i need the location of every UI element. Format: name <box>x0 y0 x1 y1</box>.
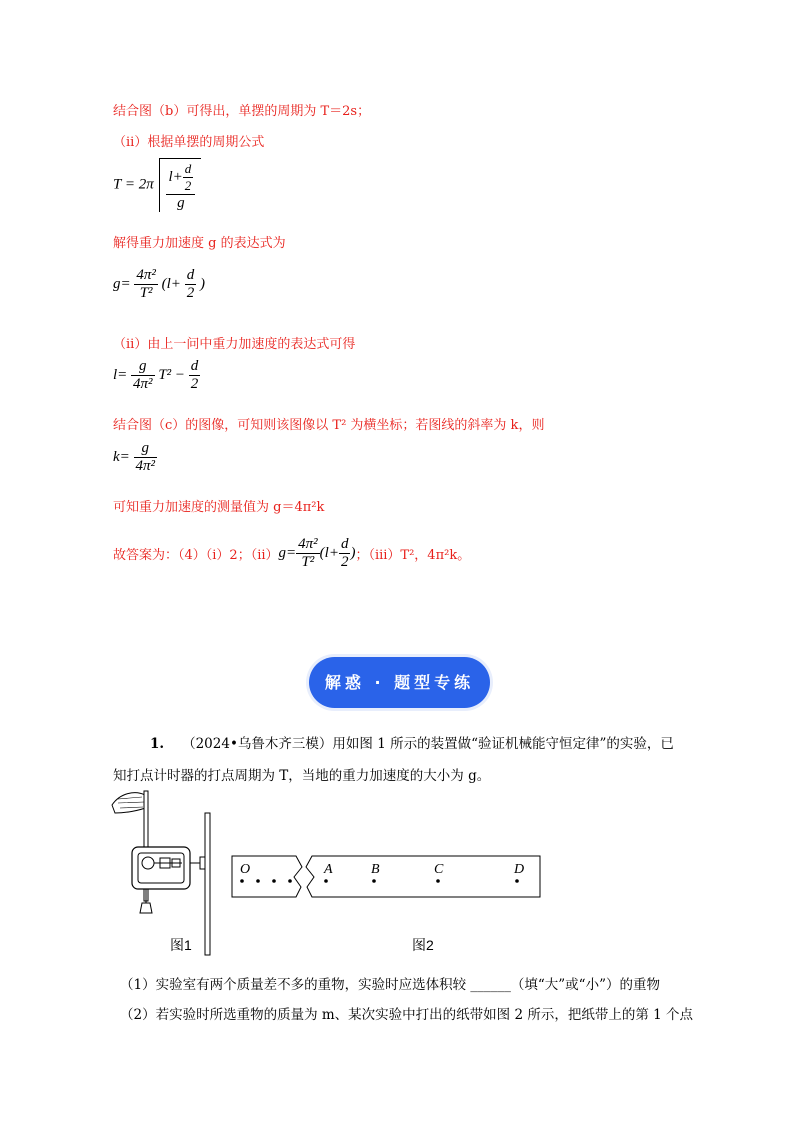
solution-line-2: （ii）根据单摆的周期公式 <box>113 135 265 150</box>
formula-g: g= $\frac{\text{4π²}}{\text{T²}}$ (l+ $\frac{d}{2}$ ) <box>113 267 205 301</box>
formula-k: k= $\frac{g}{\text{4π²}}$ <box>113 440 156 474</box>
figure-2-caption: 图2 <box>412 937 434 953</box>
sub-question-2: （2）若实验时所选重物的质量为 m、某次实验中打出的纸带如图 2 所示，把纸带上的第 1 个点 <box>120 1007 694 1023</box>
tape-label-a: A <box>324 862 333 877</box>
question-line-2: 知打点计时器的打点周期为 T，当地的重力加速度的大小为 g。 <box>113 768 491 784</box>
answer-line: 故答案为：（4）（i）2；（ii） g= $\frac{\text{4π²}}{\text{T²}}$ (l+ $\frac{d}{2}$ ) ；（iii）T²，4π²k。 <box>113 536 471 570</box>
formula-l: l= $\frac{g}{\text{4π²}}$ T² − $\frac{d}{2}$ <box>113 358 199 392</box>
solution-line-6: 可知重力加速度的测量值为 g＝4π²k <box>113 500 325 515</box>
formula-period: T = 2π l+ $\frac{d}{2}$ g <box>113 158 201 212</box>
tape-label-d: D <box>514 862 525 877</box>
solution-line-3: 解得重力加速度 g 的表达式为 <box>113 236 286 251</box>
section-banner: 解惑 · 题型专练 <box>309 657 490 708</box>
tape-label-c: C <box>434 862 444 877</box>
tape-label-b: B <box>371 862 380 877</box>
figure-1-apparatus <box>110 785 230 960</box>
solution-line-4: （ii）由上一问中重力加速度的表达式可得 <box>113 337 356 352</box>
figure-2-tape <box>228 853 543 901</box>
sub-question-1: （1）实验室有两个质量差不多的重物，实验时应选体积较 ______（填“大”或“小”）的重物 <box>120 977 660 993</box>
tape-label-o: O <box>240 862 251 877</box>
solution-line-1: 结合图（b）可得出，单摆的周期为 T＝2s； <box>113 104 371 119</box>
solution-line-5: 结合图（c）的图像，可知则该图像以 T² 为横坐标；若图线的斜率为 k，则 <box>113 418 545 433</box>
figure-1-caption: 图1 <box>170 937 192 953</box>
question-line-1: 1. （2024•乌鲁木齐三模）用如图 1 所示的装置做“验证机械能守恒定律”的实验，已 <box>150 736 674 752</box>
